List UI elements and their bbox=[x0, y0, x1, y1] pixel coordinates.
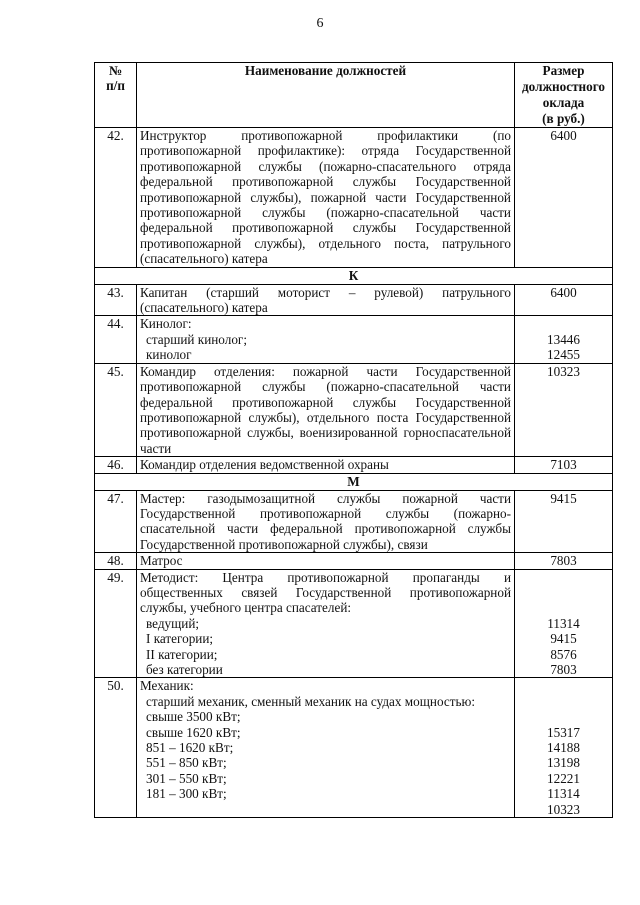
salary-value: 7803 bbox=[550, 662, 577, 677]
row-number: 48. bbox=[95, 553, 137, 569]
salary-value: 9415 bbox=[515, 490, 613, 553]
table-row bbox=[95, 553, 613, 569]
letter-section-row bbox=[95, 267, 613, 284]
page-number: 6 bbox=[316, 16, 324, 31]
number-header-abbr: п/п bbox=[106, 78, 125, 94]
row-number: 43. bbox=[95, 284, 137, 316]
number-column-header bbox=[95, 63, 137, 128]
sub-position: ведущий; bbox=[146, 615, 200, 631]
position-name: Инструктор противопожарной профилактики (по противопожарной профилактике): отряда Государственной противопожарной службы (пожарно-спасательного отряда федеральной противопожарной службы Государственной противопожарной службы), пожарной части Государственной противопожарной службы (пожарно-спасательной части федеральной противопожарной службы Государственной противопожарной службы), отдельного поста, патрульного (спасательного) катера bbox=[137, 128, 515, 268]
sub-position: 181 – 300 кВт; bbox=[146, 786, 227, 802]
table-row bbox=[95, 316, 613, 363]
positions-table bbox=[94, 62, 613, 818]
salary-header-line: Размер bbox=[542, 63, 585, 78]
row-number: 50. bbox=[95, 678, 137, 818]
position-name bbox=[137, 678, 515, 818]
salary-cell bbox=[515, 569, 613, 678]
row-number: 49. bbox=[95, 569, 137, 678]
table-header-row bbox=[95, 63, 613, 128]
table-row bbox=[95, 678, 613, 818]
number-header-symbol: № bbox=[108, 63, 123, 78]
salary-value: 10323 bbox=[515, 363, 613, 456]
position-title: Кинолог: bbox=[140, 316, 192, 332]
salary-cell bbox=[515, 678, 613, 818]
salary-value: 13198 bbox=[547, 755, 580, 771]
salary-value: 14188 bbox=[547, 740, 580, 756]
sub-position: свыше 1620 кВт; bbox=[146, 724, 241, 740]
salary-header-line: должностного bbox=[521, 79, 606, 94]
table-row bbox=[95, 128, 613, 268]
sub-position: старший кинолог; bbox=[146, 331, 247, 347]
position-name: Командир отделения ведомственной охраны bbox=[137, 457, 515, 473]
salary-value: 10323 bbox=[547, 801, 580, 817]
position-name: Мастер: газодымозащитной службы пожарной части Государственной противопожарной службы (пожарно-спасательной части федеральной противопожарной службы Государственной противопожарной службы), связи bbox=[137, 490, 515, 553]
row-number: 45. bbox=[95, 363, 137, 456]
table-row bbox=[95, 457, 613, 473]
position-name: Матрос bbox=[137, 553, 515, 569]
sub-position: 301 – 550 кВт; bbox=[146, 770, 227, 786]
sub-position: 551 – 850 кВт; bbox=[146, 755, 227, 771]
position-name bbox=[137, 569, 515, 678]
position-name bbox=[137, 316, 515, 363]
salary-value: 9415 bbox=[550, 631, 577, 647]
section-letter: К bbox=[95, 267, 613, 284]
row-number: 42. bbox=[95, 128, 137, 268]
position-name: Капитан (старший моторист – рулевой) патрульного (спасательного) катера bbox=[137, 284, 515, 316]
salary-value: 11314 bbox=[547, 786, 580, 802]
salary-value: 6400 bbox=[515, 284, 613, 316]
sub-position: I категории; bbox=[146, 631, 214, 647]
salary-value: 15317 bbox=[547, 724, 580, 740]
salary-value: 7803 bbox=[515, 553, 613, 569]
table-row bbox=[95, 363, 613, 456]
sub-position: свыше 3500 кВт; bbox=[146, 709, 241, 725]
sub-position: 851 – 1620 кВт; bbox=[146, 740, 234, 756]
salary-value: 11314 bbox=[547, 615, 580, 631]
table-row bbox=[95, 490, 613, 553]
salary-value: 7103 bbox=[515, 457, 613, 473]
salary-value: 8576 bbox=[550, 646, 577, 662]
position-name-column-header: Наименование должностей bbox=[137, 63, 515, 128]
salary-value: 12221 bbox=[547, 770, 580, 786]
salary-column-header bbox=[515, 63, 613, 128]
salary-value: 12455 bbox=[547, 347, 580, 363]
letter-section-row bbox=[95, 473, 613, 490]
salary-header-line: (в руб.) bbox=[542, 111, 585, 126]
row-number: 46. bbox=[95, 457, 137, 473]
table-row bbox=[95, 569, 613, 678]
salary-value: 6400 bbox=[515, 128, 613, 268]
sub-position: без категории bbox=[146, 662, 223, 677]
position-title: Механик: bbox=[140, 678, 194, 694]
section-letter: М bbox=[95, 473, 613, 490]
sub-position: кинолог bbox=[146, 347, 192, 363]
position-name: Командир отделения: пожарной части Государственной противопожарной службы (пожарно-спасательной части федеральной противопожарной службы Государственной противопожарной службы), отдельного поста Государственной противопожарной службы, военизированной горноспасательной части bbox=[137, 363, 515, 456]
position-title: Методист: Центра противопожарной пропаганды и общественных связей Государственной противопожарной службы, учебного центра спасателей: bbox=[140, 569, 511, 616]
salary-header-line: оклада bbox=[542, 95, 585, 110]
salary-value: 13446 bbox=[547, 331, 580, 347]
table-row bbox=[95, 284, 613, 316]
sub-position-intro: старший механик, сменный механик на судах мощностью: bbox=[146, 693, 476, 709]
row-number: 44. bbox=[95, 316, 137, 363]
sub-position: II категории; bbox=[146, 646, 218, 662]
row-number: 47. bbox=[95, 490, 137, 553]
salary-cell bbox=[515, 316, 613, 363]
